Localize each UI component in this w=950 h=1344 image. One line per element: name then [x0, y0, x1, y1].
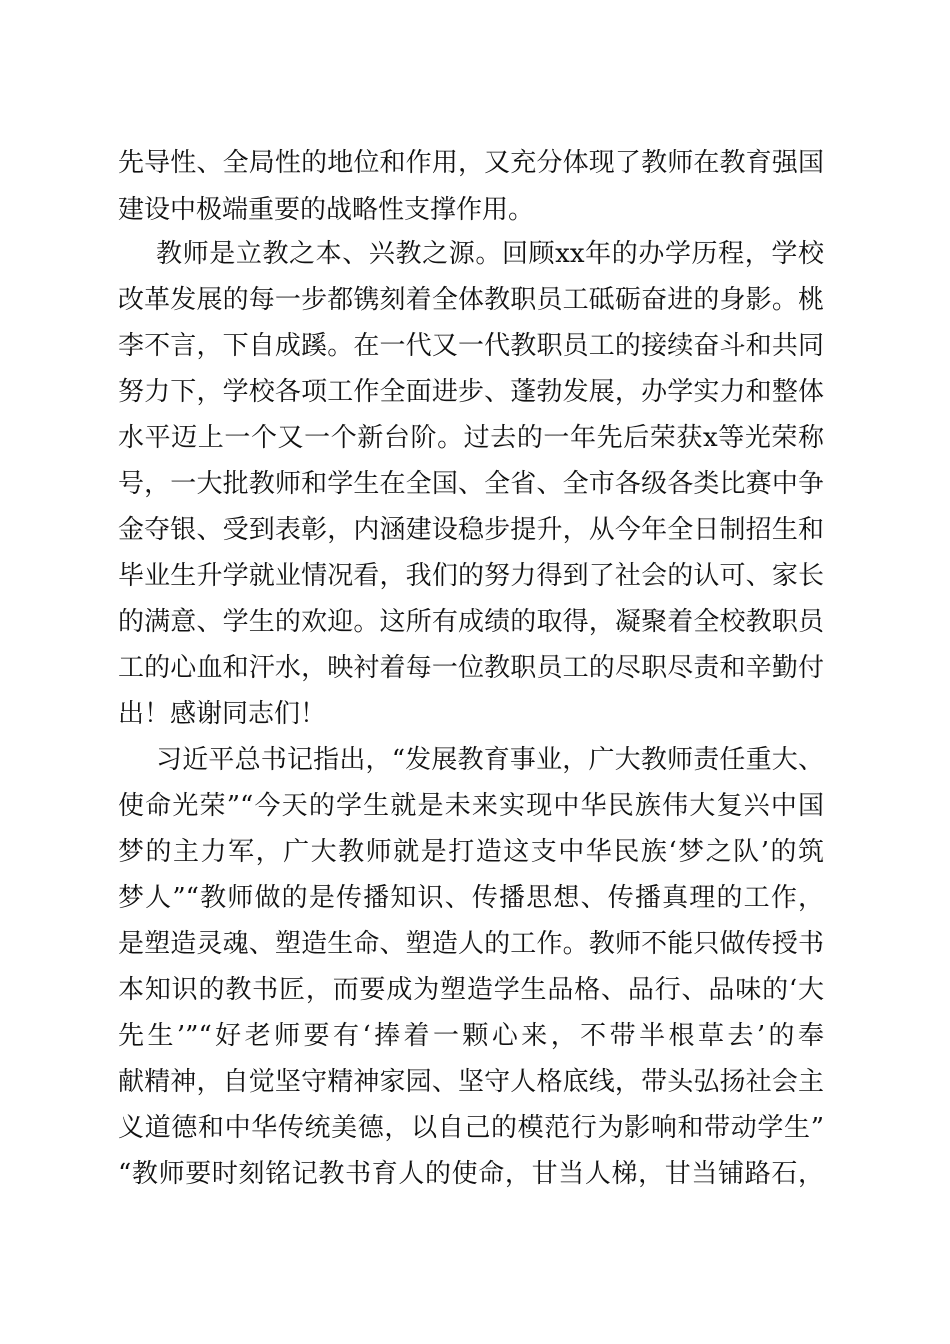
- text-line: 水平迈上一个又一个新台阶。过去的一年先后荣获x等光荣称: [118, 423, 824, 453]
- text-line: 献精神，自觉坚守精神家园、坚守人格底线，带头弘扬社会主: [118, 1067, 824, 1097]
- text-line: 出！感谢同志们！: [118, 699, 327, 729]
- text-line: 本知识的教书匠，而要成为塑造学生品格、品行、品味的‘大: [118, 975, 824, 1005]
- text-line: 使命光荣”“今天的学生就是未来实现中华民族伟大复兴中国: [118, 791, 824, 821]
- text-line: 李不言，下自成蹊。在一代又一代教职员工的接续奋斗和共同: [118, 331, 824, 361]
- text-line: 梦人”“教师做的是传播知识、传播思想、传播真理的工作，: [118, 883, 824, 913]
- text-line: 毕业生升学就业情况看，我们的努力得到了社会的认可、家长: [118, 561, 824, 591]
- text-line: 义道德和中华传统美德，以自己的模范行为影响和带动学生”: [118, 1113, 824, 1143]
- text-line: 的满意、学生的欢迎。这所有成绩的取得，凝聚着全校教职员: [118, 607, 824, 637]
- text-line: 金夺银、受到表彰，内涵建设稳步提升，从今年全日制招生和: [118, 515, 824, 545]
- text-line: 先导性、全局性的地位和作用，又充分体现了教师在教育强国: [118, 148, 824, 178]
- text-line: 努力下，学校各项工作全面进步、蓬勃发展，办学实力和整体: [118, 377, 824, 407]
- text-line: 梦的主力军，广大教师就是打造这支中华民族‘梦之队’的筑: [118, 837, 824, 867]
- text-line: 先生’”“好老师要有‘捧着一颗心来，不带半根草去’的奉: [118, 1021, 824, 1051]
- text-line: “教师要时刻铭记教书育人的使命，甘当人梯，甘当铺路石，: [118, 1159, 824, 1189]
- text-line: 建设中极端重要的战略性支撑作用。: [118, 195, 535, 225]
- text-line: 改革发展的每一步都镌刻着全体教职员工砥砺奋进的身影。桃: [118, 285, 824, 315]
- text-line: 习近平总书记指出，“发展教育事业，广大教师责任重大、: [156, 745, 824, 775]
- text-line: 工的心血和汗水，映衬着每一位教职员工的尽职尽责和辛勤付: [118, 653, 824, 683]
- text-line: 教师是立教之本、兴教之源。回顾xx年的办学历程，学校: [156, 239, 824, 269]
- text-line: 号，一大批教师和学生在全国、全省、全市各级各类比赛中争: [118, 469, 824, 499]
- text-line: 是塑造灵魂、塑造生命、塑造人的工作。教师不能只做传授书: [118, 929, 824, 959]
